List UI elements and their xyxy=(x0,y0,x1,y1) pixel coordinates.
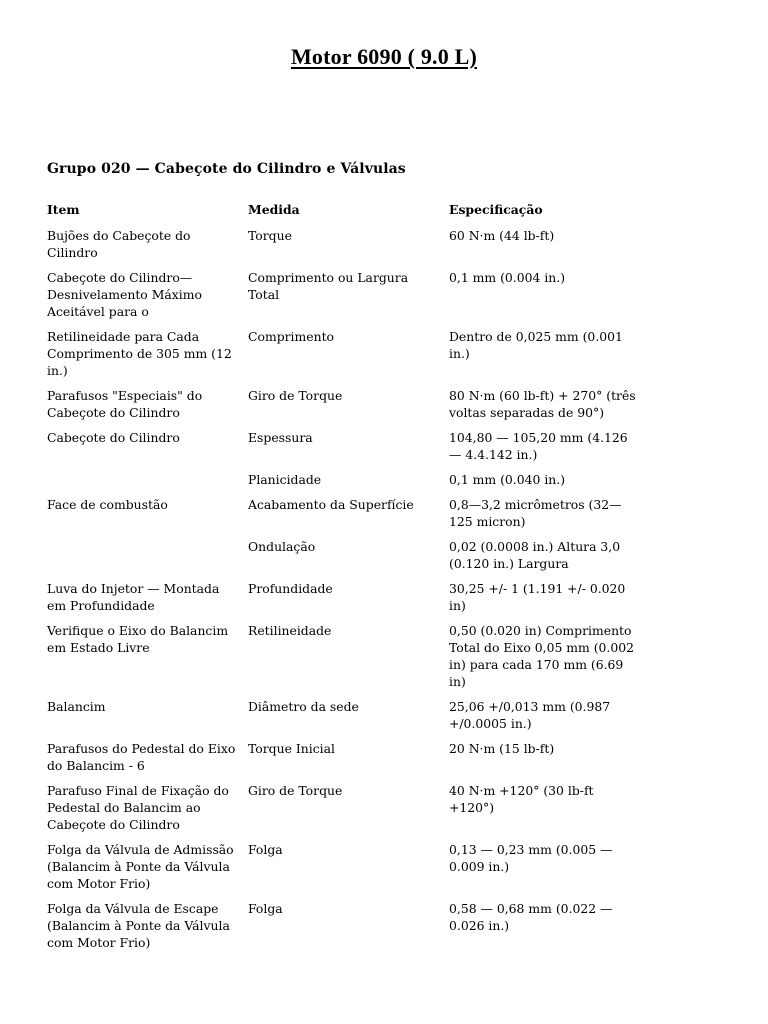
row-measure: Planicidade xyxy=(248,472,322,487)
table-row xyxy=(47,227,647,261)
section-heading: Grupo 020 — Cabeçote do Cilindro e Válvulas xyxy=(47,161,406,177)
row-measure: Giro de Torque xyxy=(248,783,343,798)
row-item: Folga da Válvula de Admissão (Balancim à Ponte da Válvula com Motor Frio) xyxy=(47,842,234,891)
row-spec: 0,13 — 0,23 mm (0.005 — 0.009 in.) xyxy=(449,842,613,874)
row-item: Verifique o Eixo do Balancim em Estado Livre xyxy=(47,623,229,655)
row-spec: 25,06 +/0,013 mm (0.987 +/0.0005 in.) xyxy=(449,699,611,731)
row-measure: Diâmetro da sede xyxy=(248,699,359,714)
row-spec: 104,80 — 105,20 mm (4.126 — 4.4.142 in.) xyxy=(449,430,628,462)
row-spec: 40 N·m +120° (30 lb-ft +120°) xyxy=(449,783,594,815)
row-spec: 0,50 (0.020 in) Comprimento Total do Eixo 0,05 mm (0.002 in) para cada 170 mm (6.69 in) xyxy=(449,623,635,689)
header-spec: Especificação xyxy=(449,202,543,217)
row-item: Balancim xyxy=(47,699,106,714)
table-row xyxy=(47,622,647,690)
table-row xyxy=(47,698,647,732)
table-row xyxy=(47,269,647,320)
row-measure: Comprimento xyxy=(248,329,335,344)
row-measure: Folga xyxy=(248,842,283,857)
header-item: Item xyxy=(47,202,80,217)
row-item: Parafuso Final de Fixação do Pedestal do Balancim ao Cabeçote do Cilindro xyxy=(47,783,229,832)
table-row xyxy=(47,782,647,833)
row-item: Cabeçote do Cilindro— Desnivelamento Máximo Aceitável para o xyxy=(47,270,202,319)
row-measure: Espessura xyxy=(248,430,313,445)
spec-table xyxy=(47,201,647,959)
row-spec: 30,25 +/- 1 (1.191 +/- 0.020 in) xyxy=(449,581,626,613)
row-measure: Comprimento ou Largura Total xyxy=(248,270,409,302)
row-spec: 60 N·m (44 lb-ft) xyxy=(449,228,555,243)
table-row xyxy=(47,387,647,421)
row-measure: Acabamento da Superfície xyxy=(248,497,414,512)
header-measure: Medida xyxy=(248,202,300,217)
table-row xyxy=(47,900,647,951)
row-spec: 0,02 (0.0008 in.) Altura 3,0 (0.120 in.) Largura xyxy=(449,539,621,571)
row-spec: Dentro de 0,025 mm (0.001 in.) xyxy=(449,329,623,361)
page-title: Motor 6090 ( 9.0 L) xyxy=(290,44,478,69)
row-item: Luva do Injetor — Montada em Profundidade xyxy=(47,581,220,613)
row-spec: 0,1 mm (0.040 in.) xyxy=(449,472,566,487)
row-measure: Giro de Torque xyxy=(248,388,343,403)
row-measure: Profundidade xyxy=(248,581,333,596)
table-row xyxy=(47,740,647,774)
row-measure: Torque Inicial xyxy=(248,741,335,756)
table-header-row xyxy=(47,201,647,218)
row-item: Bujões do Cabeçote do Cilindro xyxy=(47,228,191,260)
row-item xyxy=(47,471,248,488)
table-row xyxy=(47,328,647,379)
table-row xyxy=(47,841,647,892)
table-row xyxy=(47,471,647,488)
row-spec: 80 N·m (60 lb-ft) + 270° (três voltas separadas de 90°) xyxy=(449,388,636,420)
table-row xyxy=(47,496,647,530)
row-item: Parafusos do Pedestal do Eixo do Balancim - 6 xyxy=(47,741,236,773)
row-measure: Torque xyxy=(248,228,292,243)
row-spec: 0,1 mm (0.004 in.) xyxy=(449,270,566,285)
row-item: Cabeçote do Cilindro xyxy=(47,430,180,445)
row-item: Folga da Válvula de Escape (Balancim à Ponte da Válvula com Motor Frio) xyxy=(47,901,230,950)
row-spec: 20 N·m (15 lb-ft) xyxy=(449,741,555,756)
table-row xyxy=(47,429,647,463)
row-measure: Ondulação xyxy=(248,539,316,554)
row-item: Parafusos "Especiais" do Cabeçote do Cilindro xyxy=(47,388,203,420)
row-item: Retilineidade para Cada Comprimento de 305 mm (12 in.) xyxy=(47,329,232,378)
row-item: Face de combustão xyxy=(47,497,168,512)
row-spec: 0,58 — 0,68 mm (0.022 — 0.026 in.) xyxy=(449,901,613,933)
row-item xyxy=(47,538,248,572)
row-measure: Retilineidade xyxy=(248,623,332,638)
row-spec: 0,8—3,2 micrômetros (32—125 micron) xyxy=(449,497,622,529)
table-row xyxy=(47,538,647,572)
table-row xyxy=(47,580,647,614)
row-measure: Folga xyxy=(248,901,283,916)
